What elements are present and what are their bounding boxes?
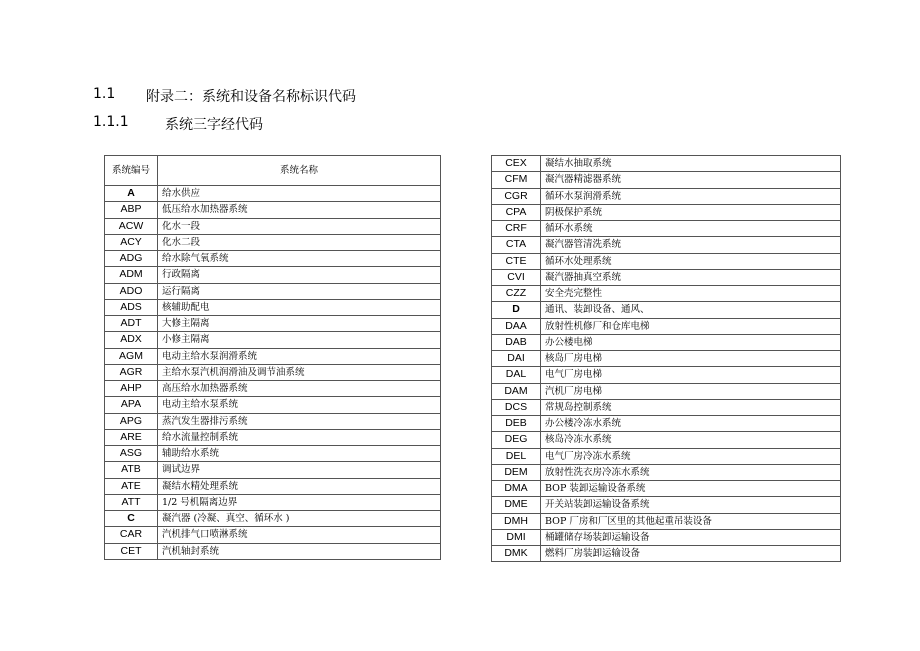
system-code-cell: CVI	[492, 269, 541, 285]
system-name-cell: 低压给水加热器系统	[158, 202, 441, 218]
system-code-cell: DEG	[492, 432, 541, 448]
table-row	[492, 546, 841, 562]
table-row	[105, 202, 441, 218]
section-number: 1.1	[93, 86, 116, 102]
table-row	[492, 302, 841, 318]
system-name-cell: 化水二段	[158, 234, 441, 250]
system-code-cell: DEL	[492, 448, 541, 464]
system-name-cell: 电动主给水泵系统	[158, 397, 441, 413]
table-row	[492, 416, 841, 432]
system-code-table-left	[104, 155, 441, 560]
system-code-cell: CRF	[492, 221, 541, 237]
system-name-cell: 汽机排气口喷淋系统	[158, 527, 441, 543]
system-name-cell: 电气厂房冷冻水系统	[541, 448, 841, 464]
subsection-number: 1.1.1	[93, 114, 129, 130]
system-code-cell: ADG	[105, 251, 158, 267]
system-name-cell: 常规岛控制系统	[541, 399, 841, 415]
system-code-cell: CZZ	[492, 286, 541, 302]
system-name-cell: 给水除气氧系统	[158, 251, 441, 267]
table-row	[492, 399, 841, 415]
system-code-cell: DAB	[492, 334, 541, 350]
table-row	[492, 156, 841, 172]
section-title: 附录二：系统和设备名称标识代码	[146, 89, 356, 105]
system-name-cell: 凝汽器管清洗系统	[541, 237, 841, 253]
system-code-cell: ACW	[105, 218, 158, 234]
system-code-cell: ADX	[105, 332, 158, 348]
system-code-cell: CAR	[105, 527, 158, 543]
system-name-cell: 辅助给水系统	[158, 446, 441, 462]
table-row	[105, 381, 441, 397]
system-code-cell: CET	[105, 543, 158, 559]
table-row	[105, 348, 441, 364]
table-row	[492, 204, 841, 220]
system-name-cell: 桶罐储存场装卸运输设备	[541, 529, 841, 545]
table-row	[492, 497, 841, 513]
system-name-cell: 办公楼电梯	[541, 334, 841, 350]
header-system-name: 系统名称	[158, 156, 441, 186]
system-name-cell: 循环水泵润滑系统	[541, 188, 841, 204]
system-name-cell: 燃料厂房装卸运输设备	[541, 546, 841, 562]
system-code-cell: ARE	[105, 429, 158, 445]
table-row	[105, 364, 441, 380]
system-code-cell: ATE	[105, 478, 158, 494]
header-system-code: 系统编号	[105, 156, 158, 186]
system-code-cell: DMK	[492, 546, 541, 562]
system-name-cell: 运行隔离	[158, 283, 441, 299]
system-code-cell: DMA	[492, 481, 541, 497]
system-code-cell: C	[105, 511, 158, 527]
table-row	[105, 251, 441, 267]
system-code-cell: APA	[105, 397, 158, 413]
table-row	[105, 446, 441, 462]
table-row	[105, 234, 441, 250]
system-name-cell: 小修主隔离	[158, 332, 441, 348]
system-name-cell: 通讯、装卸设备、通风、	[541, 302, 841, 318]
system-code-cell: AHP	[105, 381, 158, 397]
system-name-cell: BOP 厂房和厂区里的其他起重吊装设备	[541, 513, 841, 529]
system-name-cell: 办公楼冷冻水系统	[541, 416, 841, 432]
table-row	[492, 286, 841, 302]
system-name-cell: 核辅助配电	[158, 299, 441, 315]
system-code-cell: DCS	[492, 399, 541, 415]
table-row	[492, 448, 841, 464]
table-row	[492, 529, 841, 545]
table-row	[105, 413, 441, 429]
table-row	[105, 527, 441, 543]
system-code-cell: ATB	[105, 462, 158, 478]
system-code-cell: ADS	[105, 299, 158, 315]
table-row	[105, 332, 441, 348]
table-row	[105, 186, 441, 202]
table-row	[492, 432, 841, 448]
system-name-cell: 凝汽器精滤器系统	[541, 172, 841, 188]
table-row	[105, 316, 441, 332]
system-code-cell: A	[105, 186, 158, 202]
table-row	[492, 172, 841, 188]
system-code-cell: ADT	[105, 316, 158, 332]
system-name-cell: 高压给水加热器系统	[158, 381, 441, 397]
system-name-cell: 电动主给水泵润滑系统	[158, 348, 441, 364]
system-name-cell: 1/2 号机隔离边界	[158, 494, 441, 510]
system-code-cell: DAL	[492, 367, 541, 383]
table-header-row	[105, 156, 441, 186]
system-name-cell: 调试边界	[158, 462, 441, 478]
table-row	[105, 299, 441, 315]
system-name-cell: 大修主隔离	[158, 316, 441, 332]
system-code-cell: DEM	[492, 464, 541, 480]
system-name-cell: 行政隔离	[158, 267, 441, 283]
table-row	[492, 351, 841, 367]
system-name-cell: 蒸汽发生器排污系统	[158, 413, 441, 429]
system-code-cell: D	[492, 302, 541, 318]
system-code-cell: ATT	[105, 494, 158, 510]
table-row	[492, 269, 841, 285]
system-code-cell: AGR	[105, 364, 158, 380]
table-row	[105, 397, 441, 413]
system-code-cell: DAM	[492, 383, 541, 399]
system-name-cell: 凝结水抽取系统	[541, 156, 841, 172]
system-name-cell: 化水一段	[158, 218, 441, 234]
table-row	[492, 513, 841, 529]
table-row	[492, 383, 841, 399]
table-row	[492, 481, 841, 497]
system-name-cell: BOP 装卸运输设备系统	[541, 481, 841, 497]
system-name-cell: 安全壳完整性	[541, 286, 841, 302]
table-row	[105, 462, 441, 478]
system-code-cell: DEB	[492, 416, 541, 432]
table-row	[492, 221, 841, 237]
table-row	[492, 464, 841, 480]
system-code-cell: DAA	[492, 318, 541, 334]
system-code-cell: DME	[492, 497, 541, 513]
system-code-cell: DMI	[492, 529, 541, 545]
system-name-cell: 循环水处理系统	[541, 253, 841, 269]
system-code-cell: ACY	[105, 234, 158, 250]
table-row	[492, 253, 841, 269]
system-code-cell: DMH	[492, 513, 541, 529]
table-row	[105, 267, 441, 283]
table-row	[105, 511, 441, 527]
table-row	[105, 283, 441, 299]
table-row	[492, 188, 841, 204]
system-code-cell: CGR	[492, 188, 541, 204]
system-code-cell: CTA	[492, 237, 541, 253]
system-name-cell: 给水流量控制系统	[158, 429, 441, 445]
system-name-cell: 主给水泵汽机润滑油及调节油系统	[158, 364, 441, 380]
system-name-cell: 阴极保护系统	[541, 204, 841, 220]
system-code-cell: CTE	[492, 253, 541, 269]
table-row	[105, 218, 441, 234]
table-row	[105, 478, 441, 494]
system-code-cell: ADM	[105, 267, 158, 283]
system-name-cell: 凝结水精处理系统	[158, 478, 441, 494]
system-code-table-right	[491, 155, 841, 562]
system-code-cell: CPA	[492, 204, 541, 220]
system-name-cell: 给水供应	[158, 186, 441, 202]
system-name-cell: 核岛厂房电梯	[541, 351, 841, 367]
system-code-cell: ABP	[105, 202, 158, 218]
system-name-cell: 核岛冷冻水系统	[541, 432, 841, 448]
system-name-cell: 凝汽器 (冷凝、真空、循环水 )	[158, 511, 441, 527]
table-row	[105, 494, 441, 510]
table-row	[492, 318, 841, 334]
table-row	[105, 429, 441, 445]
system-name-cell: 放射性机修厂和仓库电梯	[541, 318, 841, 334]
system-name-cell: 开关站装卸运输设备系统	[541, 497, 841, 513]
table-row	[492, 334, 841, 350]
table-row	[492, 367, 841, 383]
system-name-cell: 循环水系统	[541, 221, 841, 237]
subsection-title: 系统三字经代码	[165, 117, 263, 133]
system-code-cell: APG	[105, 413, 158, 429]
system-name-cell: 汽机厂房电梯	[541, 383, 841, 399]
system-code-cell: ASG	[105, 446, 158, 462]
system-name-cell: 凝汽器抽真空系统	[541, 269, 841, 285]
system-name-cell: 放射性洗衣房冷冻水系统	[541, 464, 841, 480]
system-name-cell: 汽机轴封系统	[158, 543, 441, 559]
system-code-cell: CFM	[492, 172, 541, 188]
system-code-cell: ADO	[105, 283, 158, 299]
system-code-cell: CEX	[492, 156, 541, 172]
system-code-cell: DAI	[492, 351, 541, 367]
system-name-cell: 电气厂房电梯	[541, 367, 841, 383]
system-code-cell: AGM	[105, 348, 158, 364]
table-row	[492, 237, 841, 253]
table-row	[105, 543, 441, 559]
